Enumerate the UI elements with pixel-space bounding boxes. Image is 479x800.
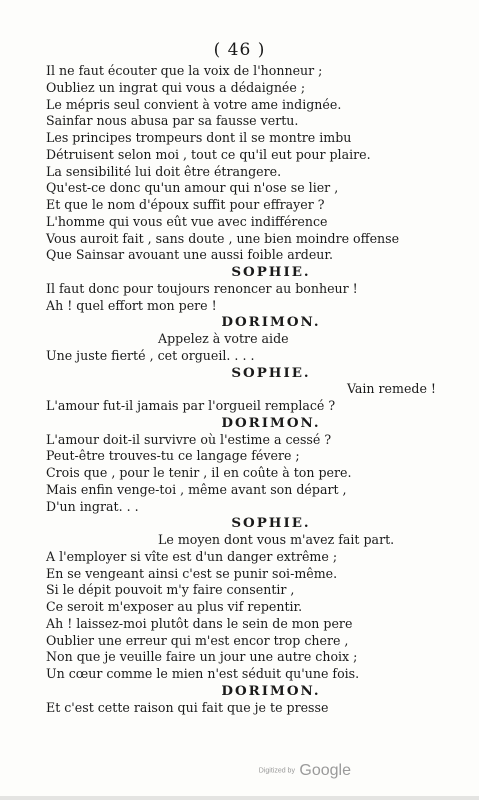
verse-line: Mais enfin venge-toi , même avant son départ , [46, 481, 347, 497]
verse-line: Oublier une erreur qui m'est encor trop chere , [46, 632, 349, 648]
speaker-name: DORIMON. [221, 414, 321, 431]
verse-line: Il faut donc pour toujours renoncer au bonheur ! [46, 280, 358, 296]
verse-line: A l'employer si vîte est d'un danger extrême ; [46, 548, 338, 564]
verse-line: Si le dépit pouvoit m'y faire consentir , [46, 582, 295, 598]
verse-line: Et que le nom d'époux suffit pour effrayer ? [46, 197, 325, 212]
verse-line: Les principes trompeurs dont il se montre imbu [46, 130, 352, 145]
speaker-name: DORIMON. [221, 314, 321, 331]
verse-line: Peut-être trouves-tu ce langage févere ; [46, 448, 300, 464]
verse-line: L'amour doit-il survivre où l'estime a cessé ? [46, 431, 332, 447]
verse-line: L'amour fut-il jamais par l'orgueil remplacé ? [46, 398, 336, 413]
verse-line: Appelez à votre aide [158, 331, 289, 346]
speaker-name: SOPHIE. [231, 364, 311, 381]
play-text [46, 63, 446, 716]
verse-line: La sensibilité lui doit être étrangere. [46, 163, 282, 179]
verse-line: Que Sainsar avouant une aussi foible ardeur. [46, 247, 334, 263]
verse-line: Vous auroit fait , sans doute , une bien moindre offense [46, 230, 400, 246]
speaker-name: SOPHIE. [231, 264, 311, 280]
verse-line: Une juste fierté , cet orgueil. . . . [46, 347, 255, 363]
verse-line: Le moyen dont vous m'avez fait part. [158, 532, 395, 547]
verse-line: Sainfar nous abusa par sa fausse vertu. [46, 113, 299, 129]
verse-line: Le mépris seul convient à votre ame indignée. [46, 96, 342, 112]
verse-line: Ce seroit m'exposer au plus vif repentir. [46, 599, 303, 614]
verse-line: Vain remede ! [346, 381, 436, 397]
verse-line: L'homme qui vous eût vue avec indifférence [46, 213, 328, 229]
verse-line: Détruisent selon moi , tout ce qu'il eut pour plaire. [46, 146, 371, 162]
verse-line: Ah ! laissez-moi plutôt dans le sein de mon pere [46, 615, 353, 631]
verse-line: Non que je veuille faire un jour une autre choix ; [46, 649, 358, 665]
page-edge [0, 796, 479, 800]
watermark-prefix: Digitized by [258, 767, 295, 775]
verse-line: Crois que , pour le tenir , il en coûte à ton pere. [46, 465, 352, 480]
verse-line: Et c'est cette raison qui fait que je te presse [46, 699, 329, 715]
speaker-name: DORIMON. [221, 682, 321, 699]
verse-line: D'un ingrat. . . [46, 498, 139, 514]
page-number: ( 46 ) [213, 40, 266, 60]
digitized-watermark [259, 762, 351, 780]
verse-line: En se vengeant ainsi c'est se punir soi-même. [46, 565, 338, 581]
verse-line: Oubliez un ingrat qui vous a dédaignée ; [46, 79, 306, 95]
verse-line: Ah ! quel effort mon pere ! [46, 297, 217, 313]
verse-line: Un cœur comme le mien n'est séduit qu'une fois. [46, 666, 360, 681]
speaker-name: SOPHIE. [231, 515, 311, 532]
verse-line: Qu'est-ce donc qu'un amour qui n'ose se lier , [46, 180, 339, 196]
watermark-brand: Google [299, 762, 351, 779]
verse-line: Il ne faut écouter que la voix de l'honneur ; [46, 63, 323, 78]
